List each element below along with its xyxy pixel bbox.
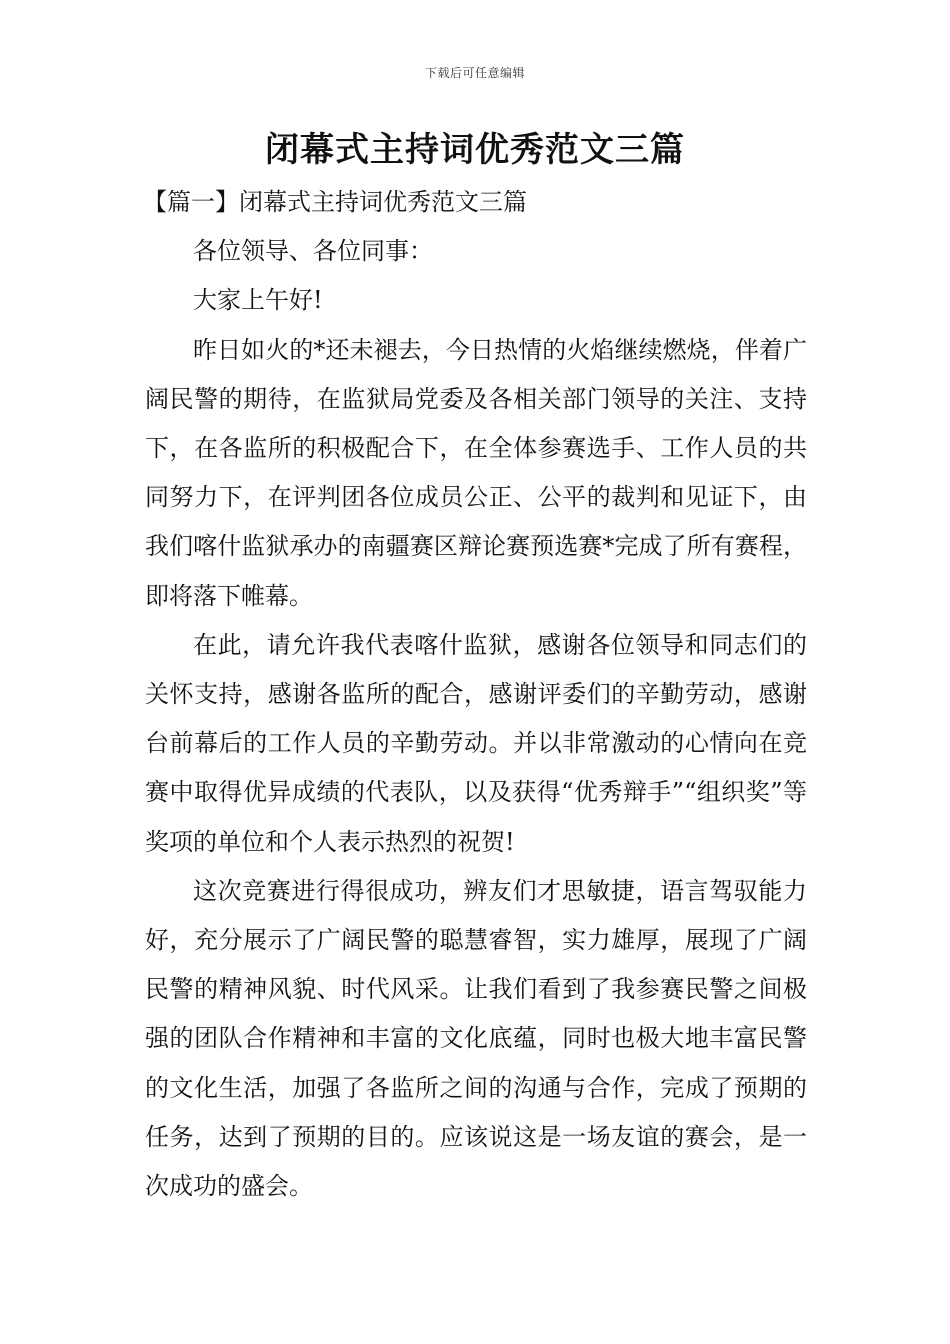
section-heading: 【篇一】闭幕式主持词优秀范文三篇 — [143, 188, 527, 216]
body-paragraph: 在此，请允许我代表喀什监狱，感谢各位领导和同志们的关怀支持，感谢各监所的配合，感谢评委们的辛勤劳动，感谢台前幕后的工作人员的辛勤劳动。并以非常激动的心情向在竞赛中取得优异成绩的代表队，以及获得“优秀辩手”“组织奖”等奖项的单位和个人表示热烈的祝贺! — [145, 630, 807, 856]
document-title: 闭幕式主持词优秀范文三篇 — [265, 130, 685, 170]
document-body — [145, 178, 807, 1211]
body-paragraph: 昨日如火的*还未褪去，今日热情的火焰继续燃烧，伴着广阔民警的期待，在监狱局党委及各相关部门领导的关注、支持下，在各监所的积极配合下，在全体参赛选手、工作人员的共同努力下，在评判团各位成员公正、公平的裁判和见证下，由我们喀什监狱承办的南疆赛区辩论赛预选赛*完成了所有赛程，即将落下帷幕。 — [145, 335, 807, 610]
body-paragraph: 这次竞赛进行得很成功，辨友们才思敏捷，语言驾驭能力好，充分展示了广阔民警的聪慧睿智，实力雄厚，展现了广阔民警的精神风貌、时代风采。让我们看到了我参赛民警之间极强的团队合作精神和丰富的文化底蕴，同时也极大地丰富民警的文化生活，加强了各监所之间的沟通与合作，完成了预期的任务，达到了预期的目的。应该说这是一场友谊的赛会，是一次成功的盛会。 — [145, 876, 807, 1201]
greeting: 大家上午好! — [193, 286, 323, 315]
header-note: 下载后可任意编辑 — [424, 66, 525, 80]
salutation: 各位领导、各位同事： — [193, 237, 433, 266]
